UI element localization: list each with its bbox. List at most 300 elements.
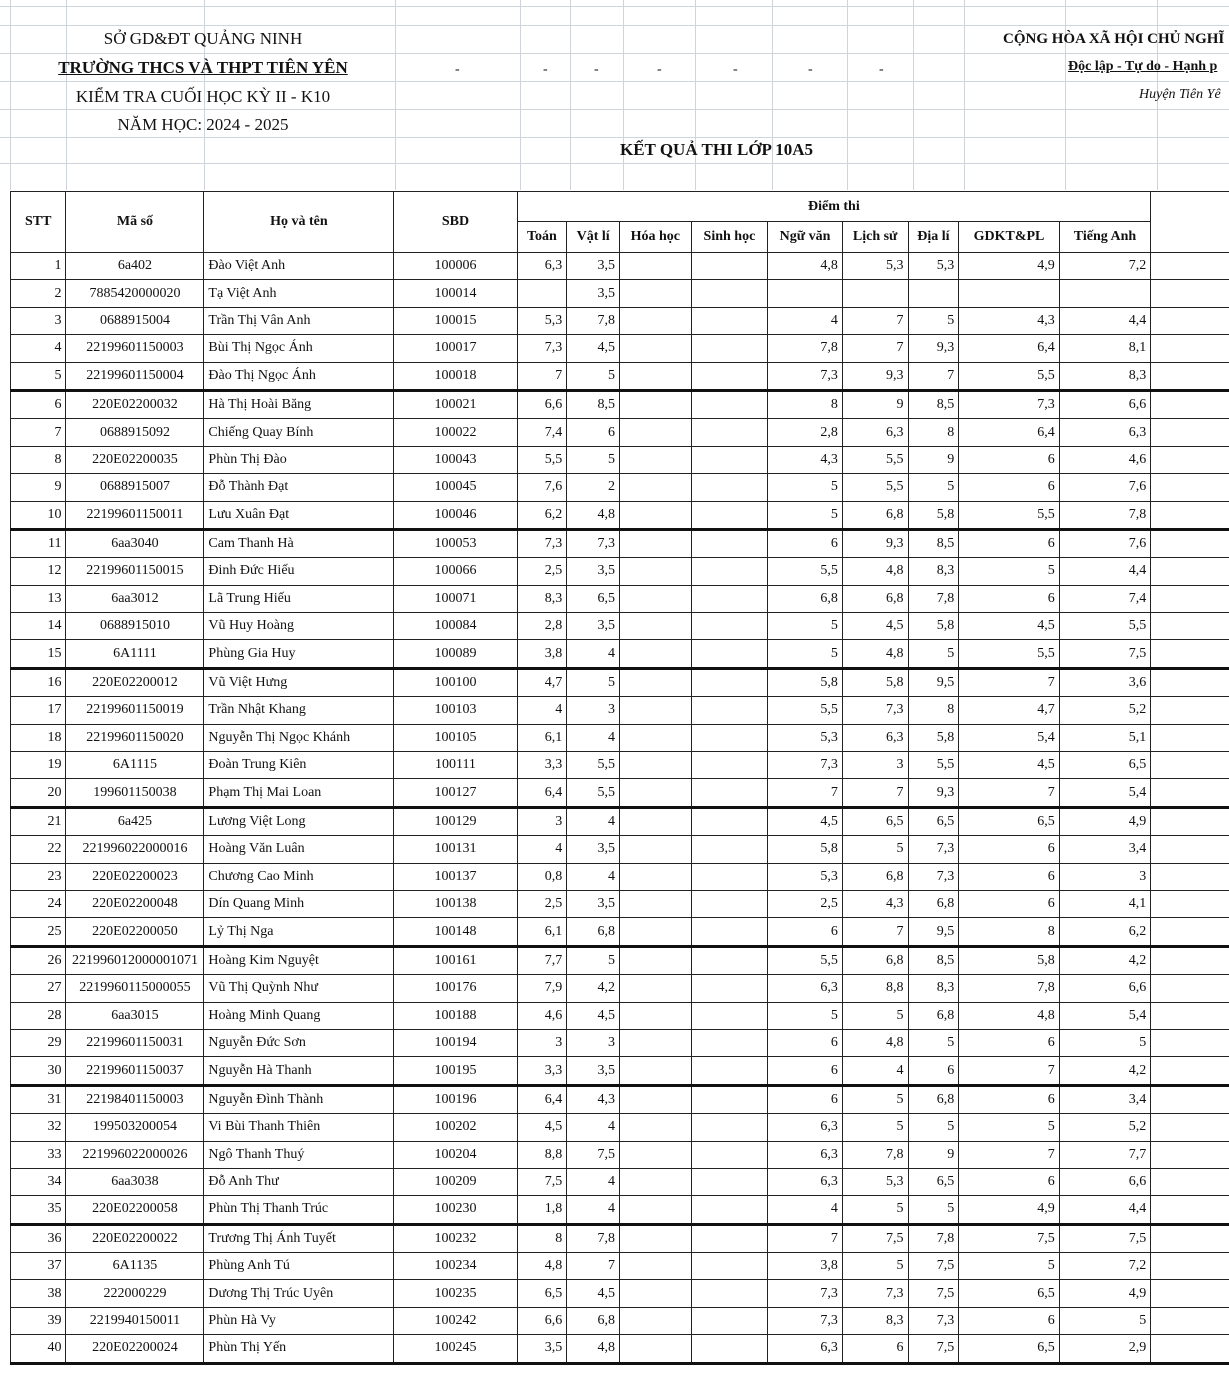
table-cell: 5,3: [842, 253, 908, 280]
table-cell: 4,9: [1059, 1280, 1150, 1307]
table-cell: 4,4: [1059, 1196, 1150, 1224]
table-cell: 100234: [394, 1253, 517, 1280]
table-cell: 5: [842, 836, 908, 863]
table-cell: [691, 613, 768, 640]
table-cell: 6,5: [1059, 752, 1150, 779]
table-cell: 5,5: [842, 474, 908, 501]
table-cell: 6: [959, 446, 1059, 473]
table-cell: Vi Bùi Thanh Thiên: [204, 1114, 394, 1141]
table-cell-empty: [1151, 779, 1229, 807]
table-cell: 199601150038: [66, 779, 204, 807]
table-cell: 4,8: [567, 1335, 620, 1363]
table-cell: 4: [567, 1168, 620, 1195]
table-cell: 6: [768, 1057, 843, 1085]
table-cell: [619, 390, 691, 418]
table-cell: [619, 836, 691, 863]
table-cell: [619, 779, 691, 807]
table-cell: 9,5: [908, 668, 959, 696]
table-cell: 5: [908, 1196, 959, 1224]
table-cell: 3,5: [567, 280, 620, 307]
table-row: [11, 1029, 1229, 1056]
table-cell: 7: [959, 779, 1059, 807]
col-header-hoten: Họ và tên: [204, 192, 394, 253]
table-cell: [691, 1029, 768, 1056]
col-header-maso: Mã số: [66, 192, 204, 253]
table-cell: 35: [11, 1196, 66, 1224]
motto: Độc lập - Tự do - Hạnh p: [1068, 59, 1218, 74]
table-cell: [691, 253, 768, 280]
table-cell-empty: [1151, 640, 1229, 668]
table-cell: 100006: [394, 253, 517, 280]
table-cell: [691, 529, 768, 557]
table-cell: [691, 668, 768, 696]
table-cell: 8: [908, 697, 959, 724]
col-header-subject: Toán: [517, 222, 567, 253]
table-cell: 7,5: [959, 1224, 1059, 1252]
table-cell: 6,5: [959, 807, 1059, 835]
col-header-subject: Địa lí: [908, 222, 959, 253]
table-cell: 100103: [394, 697, 517, 724]
table-cell: 4,9: [1059, 807, 1150, 835]
table-cell: 4,6: [517, 1002, 567, 1029]
table-cell: 220E02200050: [66, 918, 204, 946]
table-cell: 5,2: [1059, 1114, 1150, 1141]
table-cell-empty: [1151, 1085, 1229, 1113]
country-title: CỘNG HÒA XÃ HỘI CHỦ NGHĨ: [1003, 31, 1225, 47]
table-cell: 7,2: [1059, 1253, 1150, 1280]
table-cell: 0688915092: [66, 419, 204, 446]
table-cell: 7,8: [567, 1224, 620, 1252]
table-cell: 7,3: [517, 335, 567, 362]
table-cell: 5: [1059, 1029, 1150, 1056]
table-cell: 6: [959, 1029, 1059, 1056]
table-row: [11, 918, 1229, 946]
table-cell: 6A1111: [66, 640, 204, 668]
table-cell: 220E02200024: [66, 1335, 204, 1363]
table-cell: 6,8: [567, 918, 620, 946]
table-cell: Lương Việt Long: [204, 807, 394, 835]
table-cell: 13: [11, 585, 66, 612]
table-cell: 22199601150003: [66, 335, 204, 362]
table-cell-empty: [1151, 335, 1229, 362]
table-cell: 7,7: [1059, 1141, 1150, 1168]
table-cell: 6,8: [908, 1002, 959, 1029]
table-cell: 6,6: [1059, 1168, 1150, 1195]
table-cell: [691, 640, 768, 668]
table-cell: [1059, 280, 1150, 307]
table-cell: [691, 863, 768, 890]
table-cell: 5,5: [908, 752, 959, 779]
table-cell: [908, 280, 959, 307]
table-cell: 5,5: [959, 501, 1059, 529]
table-cell: 100084: [394, 613, 517, 640]
table-cell: 7,5: [1059, 1224, 1150, 1252]
table-cell: 100176: [394, 975, 517, 1002]
table-cell: 9,5: [908, 918, 959, 946]
table-cell: 6,8: [908, 1085, 959, 1113]
table-cell: 100235: [394, 1280, 517, 1307]
table-cell: 7,8: [567, 307, 620, 334]
table-cell: Chương Cao Minh: [204, 863, 394, 890]
table-row: [11, 613, 1229, 640]
table-row: [11, 529, 1229, 557]
table-cell: 6,8: [908, 890, 959, 917]
table-cell: 5,5: [768, 697, 843, 724]
table-cell: [619, 1002, 691, 1029]
table-cell: [691, 918, 768, 946]
table-row: [11, 1253, 1229, 1280]
table-cell: 7,6: [517, 474, 567, 501]
table-cell: 29: [11, 1029, 66, 1056]
table-cell: 6,3: [768, 975, 843, 1002]
table-cell: 3: [1059, 863, 1150, 890]
table-cell-empty: [1151, 446, 1229, 473]
table-cell: 5: [842, 1085, 908, 1113]
table-cell: 4: [517, 836, 567, 863]
table-cell: 5,8: [768, 836, 843, 863]
table-cell-empty: [1151, 1335, 1229, 1363]
table-cell: 7: [959, 668, 1059, 696]
table-cell: [768, 280, 843, 307]
table-cell: 6,3: [768, 1335, 843, 1363]
table-cell-empty: [1151, 1224, 1229, 1252]
table-cell: 3,8: [768, 1253, 843, 1280]
table-row: [11, 390, 1229, 418]
table-cell: [691, 1280, 768, 1307]
table-cell: 5,8: [842, 668, 908, 696]
table-cell: 5,4: [1059, 779, 1150, 807]
table-cell: 31: [11, 1085, 66, 1113]
table-cell: 7,3: [768, 1280, 843, 1307]
table-cell: 6,5: [908, 1168, 959, 1195]
table-cell: 100137: [394, 863, 517, 890]
table-cell: 7,9: [517, 975, 567, 1002]
table-cell: Nguyễn Thị Ngọc Khánh: [204, 724, 394, 751]
table-cell: [619, 1168, 691, 1195]
table-cell: 100230: [394, 1196, 517, 1224]
table-cell: 4: [567, 863, 620, 890]
table-cell: [691, 1002, 768, 1029]
table-cell: Hoàng Văn Luân: [204, 836, 394, 863]
dash-mark: -: [455, 62, 460, 77]
table-cell: 6,3: [842, 724, 908, 751]
table-row: [11, 890, 1229, 917]
table-cell: 4,8: [842, 640, 908, 668]
table-cell: 4,6: [1059, 446, 1150, 473]
table-cell: [619, 1057, 691, 1085]
table-cell-empty: [1151, 390, 1229, 418]
table-row: [11, 474, 1229, 501]
table-row: [11, 1141, 1229, 1168]
table-cell: 5,3: [842, 1168, 908, 1195]
table-cell: Đào Việt Anh: [204, 253, 394, 280]
table-cell: [691, 975, 768, 1002]
table-cell-empty: [1151, 836, 1229, 863]
table-cell: 8: [959, 918, 1059, 946]
table-cell: 8: [908, 419, 959, 446]
table-cell: 6: [567, 419, 620, 446]
table-cell: 4,5: [567, 1002, 620, 1029]
table-cell: 7,3: [842, 1280, 908, 1307]
table-cell: 100195: [394, 1057, 517, 1085]
table-row: [11, 1280, 1229, 1307]
table-row: [11, 362, 1229, 390]
table-cell: 7,6: [1059, 529, 1150, 557]
table-cell: 4: [567, 724, 620, 751]
table-cell: [691, 890, 768, 917]
table-cell: 3: [11, 307, 66, 334]
table-cell: 8,5: [908, 390, 959, 418]
table-cell: 6: [959, 585, 1059, 612]
table-cell: 22199601150020: [66, 724, 204, 751]
grade-rows: [11, 253, 1229, 1364]
table-cell: 6: [959, 1085, 1059, 1113]
table-cell: Nguyễn Đình Thành: [204, 1085, 394, 1113]
table-cell: 100131: [394, 836, 517, 863]
table-cell: [517, 280, 567, 307]
table-cell: 7,5: [1059, 640, 1150, 668]
table-row: [11, 724, 1229, 751]
table-cell: 7,5: [517, 1168, 567, 1195]
table-cell: 7,3: [842, 697, 908, 724]
table-cell: [619, 474, 691, 501]
table-cell: 3,5: [567, 890, 620, 917]
table-cell: Nguyễn Đức Sơn: [204, 1029, 394, 1056]
table-cell: 7,3: [908, 1307, 959, 1334]
table-row: [11, 836, 1229, 863]
table-cell-empty: [1151, 946, 1229, 974]
table-cell: 19: [11, 752, 66, 779]
table-cell: Ngô Thanh Thuý: [204, 1141, 394, 1168]
table-cell: 5: [908, 307, 959, 334]
table-cell: 22: [11, 836, 66, 863]
table-cell: [619, 1196, 691, 1224]
table-cell: 8,5: [567, 390, 620, 418]
table-cell: [959, 280, 1059, 307]
grades-table: [10, 191, 1229, 1365]
table-cell: 5: [768, 1002, 843, 1029]
table-cell: 4,3: [768, 446, 843, 473]
table-row: [11, 1224, 1229, 1252]
table-cell: 6: [959, 836, 1059, 863]
table-cell: Đoàn Trung Kiên: [204, 752, 394, 779]
table-cell: [619, 752, 691, 779]
table-cell: 221996022000026: [66, 1141, 204, 1168]
table-cell: 199503200054: [66, 1114, 204, 1141]
table-cell: 220E02200012: [66, 668, 204, 696]
table-cell: 15: [11, 640, 66, 668]
table-cell-empty: [1151, 474, 1229, 501]
table-cell: 22199601150011: [66, 501, 204, 529]
table-cell: 6,4: [517, 779, 567, 807]
table-cell: 7,8: [908, 1224, 959, 1252]
col-header-subject: GDKT&PL: [959, 222, 1059, 253]
table-row: [11, 1307, 1229, 1334]
table-cell: 5: [567, 362, 620, 390]
table-cell: 5: [567, 446, 620, 473]
table-cell: 0688915010: [66, 613, 204, 640]
table-cell: 6,1: [517, 724, 567, 751]
table-cell: 100018: [394, 362, 517, 390]
table-cell: 7,5: [567, 1141, 620, 1168]
table-cell: 220E02200058: [66, 1196, 204, 1224]
table-cell: 9,3: [908, 779, 959, 807]
table-cell: 2,5: [768, 890, 843, 917]
table-cell: 3: [567, 697, 620, 724]
table-cell: 6: [768, 918, 843, 946]
table-cell: 9: [11, 474, 66, 501]
table-cell: 5,3: [908, 253, 959, 280]
table-cell: [619, 1029, 691, 1056]
table-cell: 7,3: [768, 752, 843, 779]
table-cell: 3,5: [567, 253, 620, 280]
table-cell: 4: [768, 1196, 843, 1224]
table-row: [11, 752, 1229, 779]
table-cell: 4,5: [517, 1114, 567, 1141]
table-cell: 7,5: [908, 1335, 959, 1363]
table-cell: [691, 836, 768, 863]
table-cell: 7,3: [908, 863, 959, 890]
table-cell-empty: [1151, 1196, 1229, 1224]
table-cell: 5: [842, 1002, 908, 1029]
table-cell-empty: [1151, 1057, 1229, 1085]
table-cell: 0,8: [517, 863, 567, 890]
table-cell: 27: [11, 975, 66, 1002]
table-cell: 5,3: [517, 307, 567, 334]
table-cell-empty: [1151, 253, 1229, 280]
table-cell: 4,9: [959, 1196, 1059, 1224]
table-cell: 2,5: [517, 890, 567, 917]
table-cell: 8,5: [908, 946, 959, 974]
table-cell: 6,5: [842, 807, 908, 835]
table-cell: 4,7: [517, 668, 567, 696]
table-cell: Trần Thị Vân Anh: [204, 307, 394, 334]
exam-name: KIỂM TRA CUỐI HỌC KỲ II - K10: [75, 87, 331, 106]
report-title: KẾT QUẢ THI LỚP 10A5: [619, 140, 814, 159]
table-cell: 1: [11, 253, 66, 280]
table-row: [11, 419, 1229, 446]
table-cell: 220E02200023: [66, 863, 204, 890]
table-cell: Nguyễn Hà Thanh: [204, 1057, 394, 1085]
table-cell: 21: [11, 807, 66, 835]
table-cell: 22198401150003: [66, 1085, 204, 1113]
table-cell: [619, 362, 691, 390]
table-cell: [691, 946, 768, 974]
table-cell: 4,8: [567, 501, 620, 529]
table-cell: [619, 335, 691, 362]
table-cell: 5,2: [1059, 697, 1150, 724]
table-cell: Vũ Việt Hưng: [204, 668, 394, 696]
table-cell-empty: [1151, 307, 1229, 334]
table-cell: 4,5: [842, 613, 908, 640]
table-cell: Tạ Việt Anh: [204, 280, 394, 307]
table-cell: Dương Thị Trúc Uyên: [204, 1280, 394, 1307]
table-cell: [691, 1307, 768, 1334]
table-cell: 5,5: [1059, 613, 1150, 640]
table-cell: 6,6: [1059, 975, 1150, 1002]
col-header-subject: Vật lí: [567, 222, 620, 253]
table-cell: 4: [567, 640, 620, 668]
table-cell: Hà Thị Hoài Băng: [204, 390, 394, 418]
table-cell: 6aa3040: [66, 529, 204, 557]
table-row: [11, 446, 1229, 473]
table-cell: [619, 1141, 691, 1168]
table-cell: 7,8: [1059, 501, 1150, 529]
table-row: [11, 1057, 1229, 1085]
table-cell: [619, 446, 691, 473]
table-cell: [691, 280, 768, 307]
table-cell: 4,3: [959, 307, 1059, 334]
table-cell: 9: [908, 446, 959, 473]
col-header-sbd: SBD: [394, 192, 517, 253]
table-cell: 100089: [394, 640, 517, 668]
table-cell: 6,5: [908, 807, 959, 835]
table-row: [11, 585, 1229, 612]
table-row: [11, 668, 1229, 696]
table-cell: 26: [11, 946, 66, 974]
table-cell: [691, 807, 768, 835]
table-cell: 100138: [394, 890, 517, 917]
place-date: Huyện Tiên Yê: [1139, 87, 1221, 102]
table-cell: 100194: [394, 1029, 517, 1056]
table-cell: [691, 390, 768, 418]
table-cell: 6,6: [517, 390, 567, 418]
table-cell: [619, 529, 691, 557]
table-cell: 9: [842, 390, 908, 418]
table-cell: 6: [11, 390, 66, 418]
table-cell: [691, 1114, 768, 1141]
table-cell: 8,3: [842, 1307, 908, 1334]
table-cell: Phùng Anh Tú: [204, 1253, 394, 1280]
table-cell: [619, 280, 691, 307]
table-cell: 6: [959, 863, 1059, 890]
table-cell: 0688915007: [66, 474, 204, 501]
table-cell: 6,8: [567, 1307, 620, 1334]
table-cell: 6: [959, 890, 1059, 917]
table-cell: [619, 1335, 691, 1363]
table-cell: 6,4: [959, 419, 1059, 446]
table-cell: 6,8: [842, 946, 908, 974]
table-cell: 6: [959, 1168, 1059, 1195]
table-cell: 7,5: [842, 1224, 908, 1252]
table-cell: [691, 779, 768, 807]
table-cell-empty: [1151, 668, 1229, 696]
table-cell: 4,2: [1059, 946, 1150, 974]
table-cell: 0688915004: [66, 307, 204, 334]
table-cell: 6: [842, 1335, 908, 1363]
dash-mark: -: [657, 62, 662, 77]
table-cell: 22199601150019: [66, 697, 204, 724]
table-cell: 24: [11, 890, 66, 917]
table-cell: 23: [11, 863, 66, 890]
table-cell-empty: [1151, 558, 1229, 585]
table-cell: 100046: [394, 501, 517, 529]
table-cell: [691, 1335, 768, 1363]
table-cell: Phùn Hà Vy: [204, 1307, 394, 1334]
table-cell: 100245: [394, 1335, 517, 1363]
table-cell: 7,8: [768, 335, 843, 362]
col-header-diemthi: Điểm thi: [517, 192, 1151, 222]
col-header-extra: [1151, 192, 1229, 253]
table-cell: 4: [567, 1196, 620, 1224]
table-cell: 17: [11, 697, 66, 724]
table-cell: 8,8: [842, 975, 908, 1002]
table-cell: 6,2: [517, 501, 567, 529]
table-cell: 5: [11, 362, 66, 390]
table-cell: 7: [959, 1057, 1059, 1085]
table-cell-empty: [1151, 529, 1229, 557]
table-cell: 3: [517, 807, 567, 835]
